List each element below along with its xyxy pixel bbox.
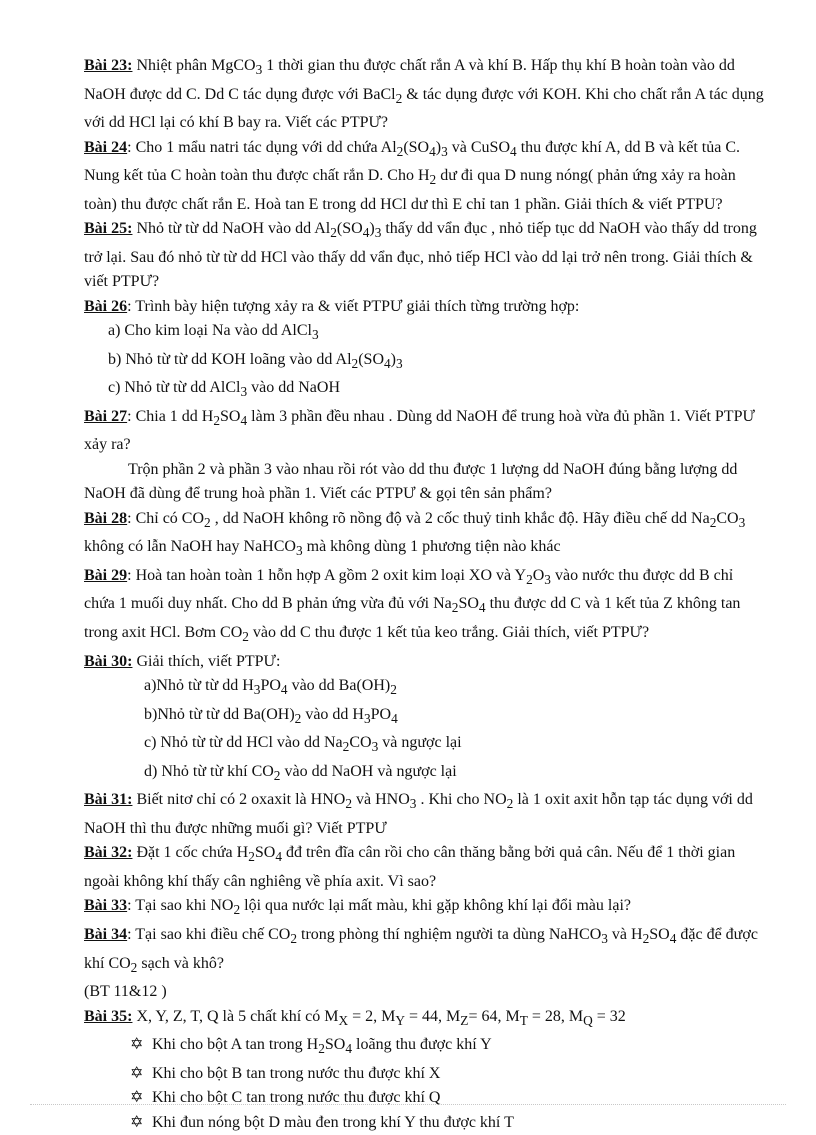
- problem-28: Bài 28: Chỉ có $CO_2$ , dd NaOH không rõ nồng độ và 2 cốc thuỷ tinh khắc độ. Hãy điều chế dd $Na_2CO_3$ không có lẫn NaOH hay NaHCO$_3$ mà không dùng 1 phương tiện nào khác: [84, 509, 746, 559]
- problem-23: Bài 23: Nhiệt phân MgCO$_3$ 1 thời gian thu được chất rắn A và khí B. Hấp thụ khí B hoàn toàn vào dd NaOH được dd C. Dd C tác dụng được với BaCl$_2$ & tác dụng được với KOH. Khi cho chất rắn A tác dụng với dd HCl lại có khí B bay ra. Viết các PTPƯ?: [84, 57, 764, 132]
- problem-26: Bài 26: Trình bày hiện tượng xảy ra & viết PTPƯ giải thích từng trường hợp:: [84, 297, 580, 315]
- problem-30-item-d: d) Nhỏ từ từ khí $CO_2$ vào dd NaOH và ngược lại: [144, 762, 457, 783]
- problem-35-bullet-a: ✡ Khi cho bột A tan trong $H_2SO_4$ loãng thu được khí Y: [84, 1033, 766, 1062]
- problem-24: Bài 24: Cho 1 mẩu natri tác dụng với dd chứa $Al_2(SO_4)_3$ và CuSO$_4$ thu được khí A, dd B và kết tủa C. Nung kết tủa C hoàn toàn thu được chất rắn D. Cho $H_2$ dư đi qua D nung nóng( phản ứng xảy ra hoàn toàn) thu được chất rắn E. Hoà tan E trong dd HCl dư thì E chỉ tan 1 phần. Giải thích & viết PTPU?: [84, 138, 741, 213]
- problem-30-item-c: c) Nhỏ từ từ dd HCl vào dd $Na_2CO_3$ và ngược lại: [144, 734, 462, 755]
- problem-35-bullet-d: ✡ Khi đun nóng bột D màu đen trong khí Y thu được khí T: [84, 1111, 766, 1135]
- problem-number: Bài 32:: [84, 844, 133, 862]
- problem-32: Bài 32: Đặt 1 cốc chứa $H_2SO_4$ đđ trên đĩa cân rồi cho cân thăng bằng bởi quả cân. Nếu để 1 thời gian ngoài không khí thấy cân nghiêng về phía axit. Vì sao?: [84, 844, 736, 890]
- problem-number: Bài 31:: [84, 791, 133, 809]
- problem-26-item-b: b) Nhỏ từ từ dd KOH loãng vào dd $Al_2(SO_4)_3$: [108, 350, 403, 371]
- problem-26-item-a: a) Cho kim loại Na vào dd AlCl$_3$: [108, 322, 319, 343]
- problem-number: Bài 26: [84, 297, 128, 315]
- problem-27: Bài 27: Chia 1 dd $H_2SO_4$ làm 3 phần đều nhau . Dùng dd NaOH để trung hoà vừa đủ phần 1. Viết PTPƯ xảy ra?: [84, 407, 755, 454]
- problem-26-item-c: c) Nhỏ từ từ dd AlCl$_3$ vào dd NaOH: [108, 379, 340, 400]
- problem-29: Bài 29: Hoà tan hoàn toàn 1 hỗn hợp A gồm 2 oxit kim loại XO và $Y_2O_3$ vào nước thu được dd B chỉ chứa 1 muối duy nhất. Cho dd B phản ứng vừa đủ với $Na_2SO_4$ thu được dd C và 1 kết tủa Z không tan trong axit HCl. Bơm $CO_2$ vào dd C thu được 1 kết tủa keo trắng. Giải thích, viết PTPƯ?: [84, 566, 741, 645]
- problem-33: Bài 33: Tại sao khi $NO_2$ lội qua nước lại mất màu, khi gặp không khí lại đổi màu lại?: [84, 897, 631, 918]
- problem-number: Bài 34: [84, 925, 128, 943]
- problem-25: Bài 25: Nhỏ từ từ dd NaOH vào dd $Al_2(SO_4)_3$ thấy dd vẩn đục , nhỏ tiếp tục dd NaOH vào thấy dd trong trở lại. Sau đó nhỏ từ từ dd HCl vào thấy dd vẩn đục, nhỏ tiếp HCl vào dd lại trở nên trong. Giải thích & viết PTPƯ?: [84, 220, 757, 291]
- problem-number: Bài 23:: [84, 57, 133, 74]
- problem-number: Bài 27: [84, 407, 128, 425]
- problem-number: Bài 24: [84, 138, 128, 156]
- problem-34: Bài 34: Tại sao khi điều chế $CO_2$ trong phòng thí nghiệm người ta dùng NaHCO$_3$ và $H_2SO_4$ đặc để được khí $CO_2$ sạch và khô?: [84, 925, 758, 975]
- problem-number: Bài 28: [84, 509, 128, 527]
- problem-number: Bài 29: [84, 566, 128, 584]
- problem-number: Bài 30:: [84, 652, 133, 670]
- problem-35-bullet-c: ✡ Khi cho bột C tan trong nước thu được khí Q: [84, 1086, 766, 1110]
- star-bullet-icon: ✡: [130, 1036, 144, 1054]
- section-note: (BT 11&12 ): [84, 983, 167, 1001]
- problem-30-item-b: b)Nhỏ từ từ dd $Ba(OH)_2$ vào dd $H_3PO_4$: [144, 705, 398, 726]
- problem-30-item-a: a)Nhỏ từ từ dd $H_3PO_4$ vào dd $Ba(OH)_2$: [144, 676, 397, 698]
- problem-35: Bài 35: X, Y, Z, T, Q là 5 chất khí có $M_X = 2$, $M_Y = 44$, $M_Z= 64$, $M_T = 28$, $M_Q = 32$: [84, 1007, 626, 1028]
- star-bullet-icon: ✡: [130, 1089, 144, 1107]
- problem-35-bullet-b: ✡ Khi cho bột B tan trong nước thu được khí X: [84, 1062, 766, 1086]
- problem-31: Bài 31: Biết nitơ chỉ có 2 oxaxit là $HNO_2$ và $HNO_3$ . Khi cho $NO_2$ là 1 oxit axit hỗn tạp tác dụng với dd NaOH thì thu được những muối gì? Viết PTPƯ: [84, 791, 753, 837]
- page-bottom-divider: [30, 1104, 786, 1105]
- star-bullet-icon: ✡: [130, 1064, 144, 1082]
- problem-30: Bài 30: Giải thích, viết PTPƯ:: [84, 652, 281, 670]
- problem-27-part-2: Trộn phần 2 và phần 3 vào nhau rồi rót vào dd thu được 1 lượng dd NaOH đúng bằng lượng dd NaOH đã dùng để trung hoà phần 1. Viết các PTPƯ & gọi tên sản phẩm?: [84, 460, 738, 503]
- problem-number: Bài 25:: [84, 220, 133, 238]
- star-bullet-icon: ✡: [130, 1113, 144, 1131]
- problem-number: Bài 35:: [84, 1007, 133, 1025]
- problem-number: Bài 33: [84, 897, 128, 915]
